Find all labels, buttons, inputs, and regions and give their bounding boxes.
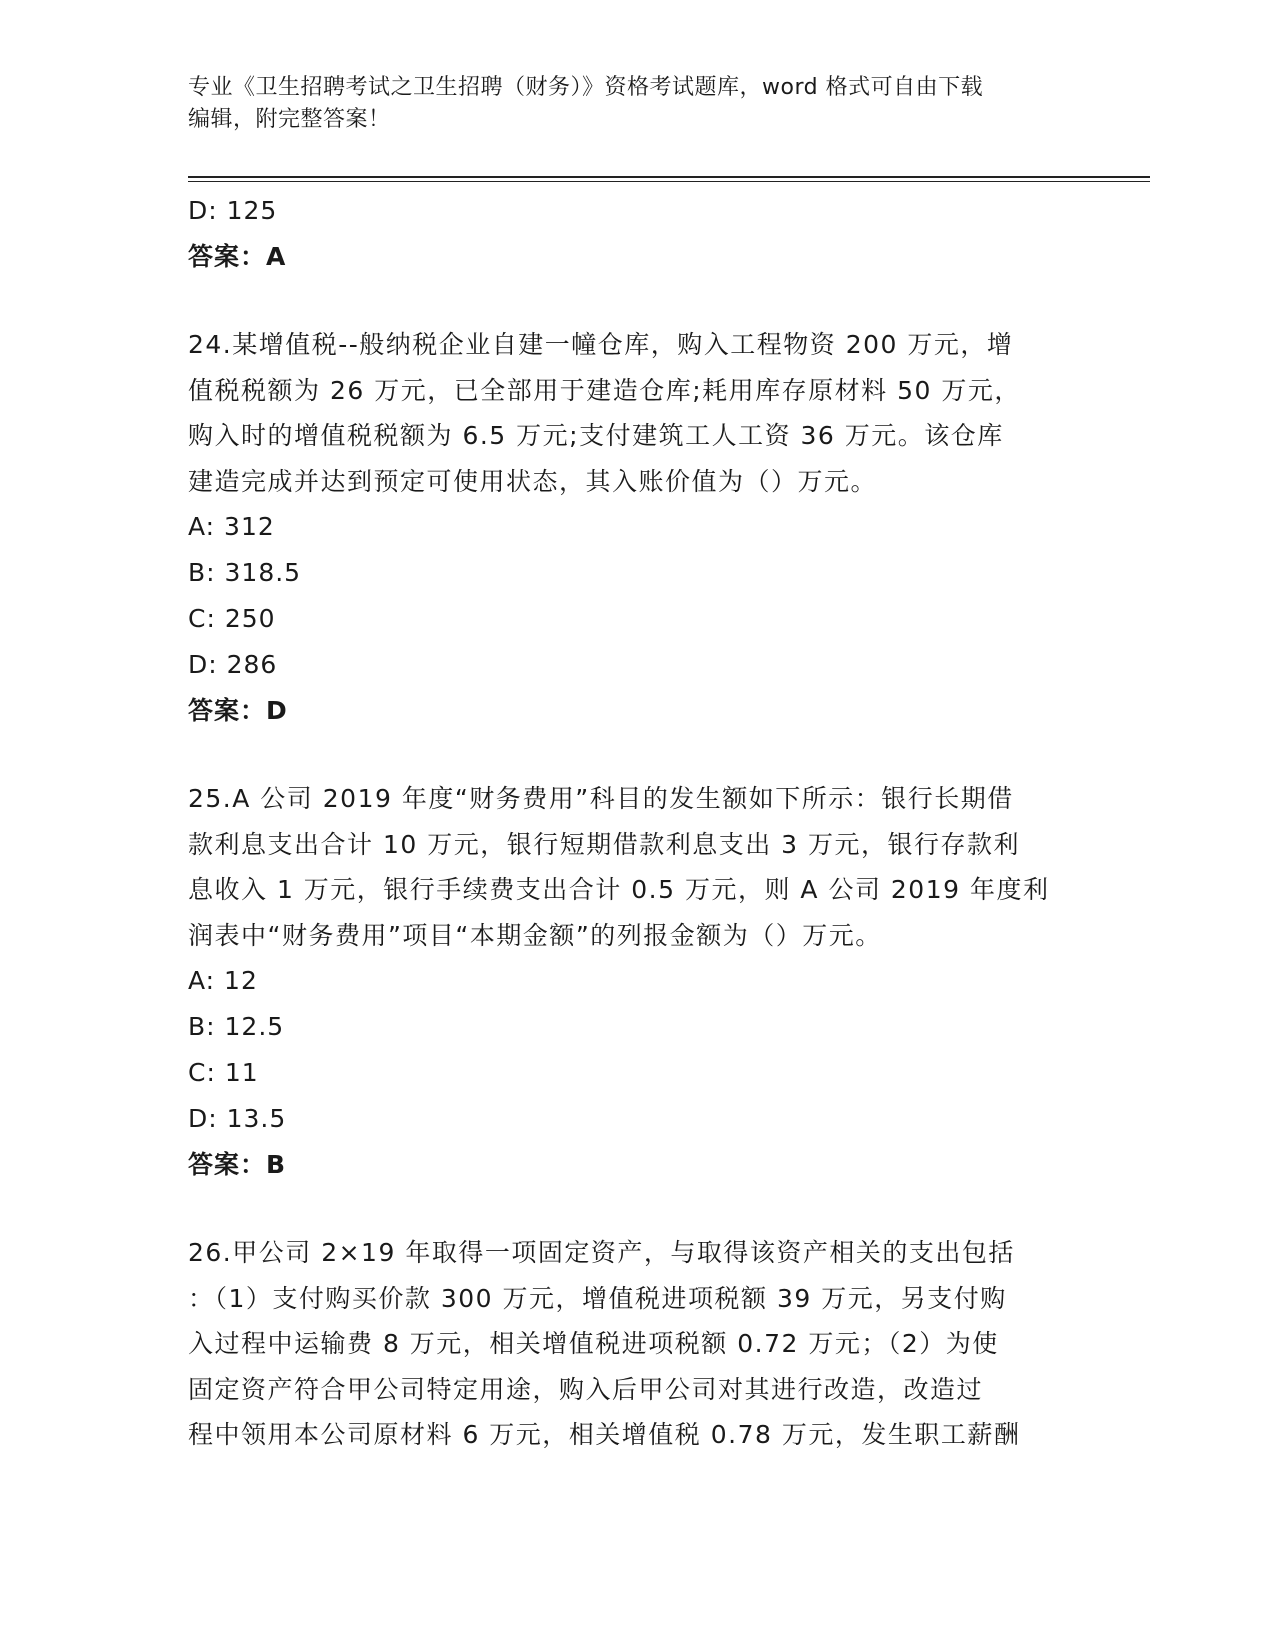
q25-answer: 答案：B	[188, 1150, 287, 1179]
q26-stem-line: 程中领用本公司原材料 6 万元，相关增值税 0.78 万元，发生职工薪酬	[188, 1420, 1021, 1449]
header-line-1: 专业《卫生招聘考试之卫生招聘（财务）》资格考试题库，word 格式可自由下载	[188, 75, 984, 100]
q25-option-b: B: 12.5	[188, 1012, 285, 1041]
spacer	[188, 734, 1088, 776]
q25-stem-line: 款利息支出合计 10 万元，银行短期借款利息支出 3 万元，银行存款利	[188, 829, 1021, 859]
question-list	[188, 188, 1088, 1458]
q23-answer: 答案：A	[188, 242, 287, 271]
q24-stem-line: 值税税额为 26 万元，已全部用于建造仓库;耗用库存原材料 50 万元，	[188, 375, 1021, 405]
q26-stem-line: 26.甲公司 2×19 年取得一项固定资产，与取得该资产相关的支出包括	[188, 1238, 1015, 1267]
header-rule	[188, 176, 1150, 178]
q24-answer: 答案：D	[188, 696, 288, 725]
q24-option-a: A: 312	[188, 512, 275, 541]
q25-option-a: A: 12	[188, 966, 258, 995]
q25-option-c: C: 11	[188, 1058, 259, 1087]
q24-option-b: B: 318.5	[188, 558, 302, 587]
q26-stem-line: ：（1）支付购买价款 300 万元，增值税进项税额 39 万元，另支付购	[188, 1283, 1007, 1313]
header-line-2: 编辑，附完整答案！	[188, 107, 391, 132]
header-rule-thin	[188, 181, 1150, 182]
q24-stem-line: 24.某增值税--般纳税企业自建一幢仓库，购入工程物资 200 万元，增	[188, 330, 1014, 359]
q25-stem-line: 息收入 1 万元，银行手续费支出合计 0.5 万元，则 A 公司 2019 年度利	[188, 875, 1050, 904]
q25-stem	[188, 776, 1083, 958]
q24-stem-line: 建造完成并达到预定可使用状态，其入账价值为（）万元。	[188, 466, 878, 496]
q26-stem-line: 固定资产符合甲公司特定用途，购入后甲公司对其进行改造，改造过	[188, 1374, 984, 1404]
q26-stem	[188, 1230, 1083, 1458]
document-header	[188, 72, 1068, 136]
q24-option-d: D: 286	[188, 650, 278, 679]
q25-option-d: D: 13.5	[188, 1104, 287, 1133]
q24-stem	[188, 322, 1083, 504]
q24-stem-line: 购入时的增值税税额为 6.5 万元;支付建筑工人工资 36 万元。该仓库	[188, 421, 1004, 450]
q25-stem-line: 25.A 公司 2019 年度“财务费用”科目的发生额如下所示：银行长期借	[188, 784, 1014, 813]
spacer	[188, 280, 1088, 322]
q26-stem-line: 入过程中运输费 8 万元，相关增值税进项税额 0.72 万元；（2）为使	[188, 1329, 999, 1358]
q23-option-d: D: 125	[188, 196, 278, 225]
spacer	[188, 1188, 1088, 1230]
q24-option-c: C: 250	[188, 604, 276, 633]
q25-stem-line: 润表中“财务费用”项目“本期金额”的列报金额为（）万元。	[188, 920, 882, 950]
